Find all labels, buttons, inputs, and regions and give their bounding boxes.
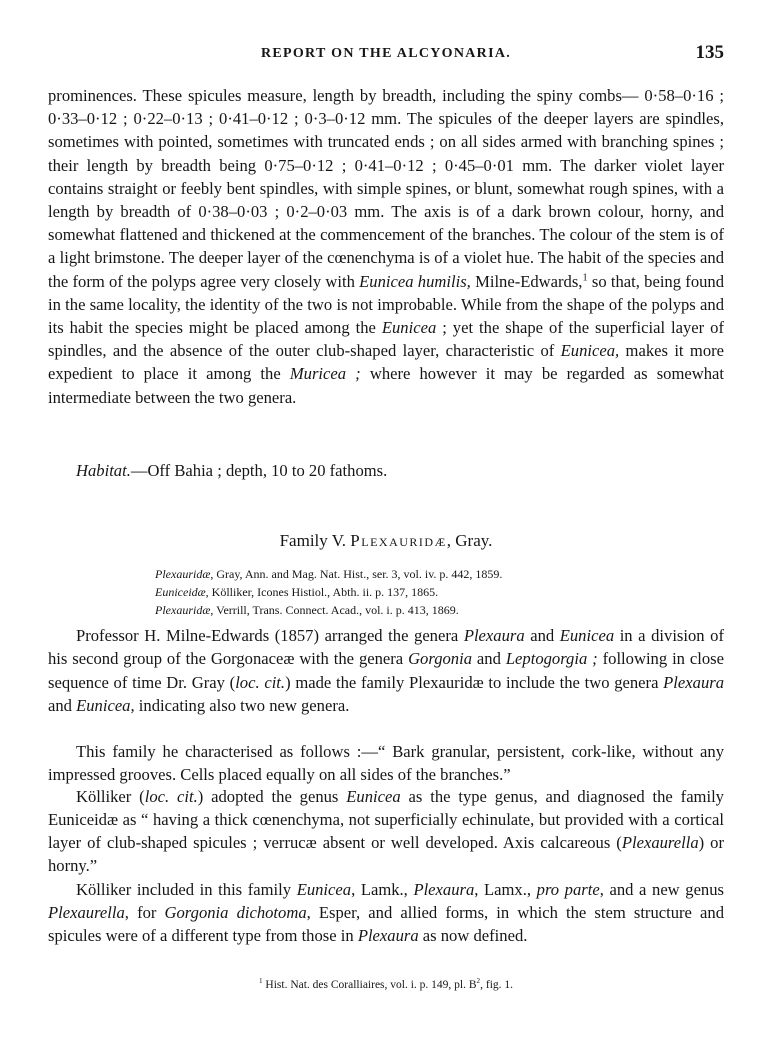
text-span: Professor H. Milne-Edwards (1857) arranged the genera bbox=[76, 626, 464, 645]
synonym-name: Plexauridæ bbox=[155, 567, 211, 581]
family-name: Plexauridæ bbox=[350, 531, 447, 550]
species-name: Eunicea humilis, bbox=[359, 271, 471, 291]
synonym-name: Plexauridæ bbox=[155, 603, 211, 617]
genus-name: Gorgonia bbox=[408, 649, 472, 669]
text-span: Kölliker included in this family bbox=[76, 880, 297, 899]
text-span: ) or horny.” bbox=[48, 833, 724, 875]
text-span: , Esper, and allied forms, in which the stem structure and spicules were of a different type from those in bbox=[48, 903, 724, 945]
genus-name: Plexaura bbox=[463, 626, 525, 645]
family-heading bbox=[48, 530, 724, 552]
family-prefix: Family V. bbox=[279, 531, 351, 550]
citation-abbrev: loc. cit. bbox=[144, 787, 198, 806]
citation-abbrev: loc. cit. bbox=[235, 672, 286, 692]
genus-name: Eunicea bbox=[346, 787, 401, 806]
genus-name: Leptogorgia ; bbox=[505, 649, 598, 669]
text-span: prominences. These spicules measure, length by breadth, including the spiny combs— 0·58–0·16 ; 0·33–0·12 ; 0·22–0·13 ; 0·41–0·12 ; 0·3–0·12 mm. The spicules of the deeper layers are spindles, sometimes with pointed, sometimes with truncated ends ; on all sides armed with branching spines ; their length by breadth being 0·75–0·12 ; 0·41–0·12 ; 0·45–0·01 mm. The darker violet layer contains straight or feebly bent spindles, with simple spines, or blunt, somewhat rough spines, with a length by breadth of 0·38–0·03 ; 0·2–0·03 mm. The axis is of a dark brown colour, horny, and somewhat flattened and thickened at the commencement of the branches. The colour of the stem is of a light brimstone. The deeper layer of the cœnenchyma is of a violet hue. The habit of the species and the form of the polyps agree very closely with bbox=[48, 86, 724, 291]
species-name: Gorgonia dichotoma bbox=[164, 903, 307, 922]
text-span: , Lamx., bbox=[474, 880, 537, 899]
genus-name: Plexaura bbox=[413, 880, 475, 899]
genus-name: Plexaura bbox=[663, 672, 724, 692]
text-span: and bbox=[48, 695, 77, 715]
genus-name: Muricea ; bbox=[289, 364, 361, 384]
footnote-superscript: 2 bbox=[476, 977, 481, 986]
text-span: , Lamk., bbox=[351, 880, 414, 899]
text-span: and bbox=[524, 626, 560, 645]
footnote-reference: 1 bbox=[582, 272, 588, 284]
habitat-line bbox=[48, 459, 724, 482]
family-author: , Gray. bbox=[446, 531, 493, 550]
genus-name: Eunicea bbox=[296, 880, 352, 899]
footnote-text-end: , fig. 1. bbox=[480, 979, 514, 991]
paragraph-spicules-description bbox=[48, 84, 724, 409]
text-span: indicating also two new genera. bbox=[134, 695, 350, 715]
habitat-label: Habitat. bbox=[76, 461, 131, 480]
text-span: ) made the family Plexauridæ to include the two genera bbox=[285, 672, 664, 692]
genus-name: Eunicea bbox=[381, 318, 437, 338]
text-span: ; yet the shape of the superficial layer of spindles, and the absence of the outer club-shaped layer, characteristic of bbox=[48, 318, 724, 361]
footnote-text: Hist. Nat. des Coralliaires, vol. i. p. 149, pl. B bbox=[262, 979, 477, 991]
text-span: as the type genus, and diagnosed the family Euniceidæ as “ having a thick cœnenchyma, not superficially echinulate, but provided with a cortical layer of club-shaped spicules ; verrucæ absent or well developed. Axis calcareous ( bbox=[48, 787, 724, 852]
latin-phrase: pro parte bbox=[536, 880, 600, 899]
running-header bbox=[48, 44, 724, 68]
synonym-name: Euniceidæ bbox=[155, 585, 206, 599]
text-span: makes it more expedient to place it among the bbox=[48, 341, 725, 384]
text-span: , for bbox=[124, 903, 165, 922]
text-span: Milne-Edwards, bbox=[470, 271, 583, 291]
text-span: as now defined. bbox=[418, 926, 528, 945]
synonymy-entry bbox=[155, 601, 715, 619]
synonymy-entry bbox=[155, 583, 715, 601]
text-span: in a division of his second group of the Gorgonaceæ with the genera bbox=[48, 626, 724, 669]
synonym-reference: , Kölliker, Icones Histiol., Abth. ii. p. 137, 1865. bbox=[205, 585, 439, 599]
genus-name: Plexaura bbox=[357, 926, 419, 945]
synonym-reference: , Verrill, Trans. Connect. Acad., vol. i. p. 413, 1869. bbox=[210, 603, 459, 617]
synonymy-entry bbox=[155, 565, 715, 583]
paragraph-family-characters: This family he characterised as follows :—“ Bark granular, persistent, cork-like, without any impressed grooves. Cells placed equally on all sides of the branches.” bbox=[48, 742, 724, 784]
paragraph-milne-edwards bbox=[48, 624, 724, 717]
genus-name: Plexaurella bbox=[621, 833, 699, 852]
footnote-marker: 1 bbox=[258, 977, 263, 986]
text-span: following in close sequence of time Dr. Gray ( bbox=[48, 649, 724, 692]
paragraph-kolliker-diagnosis bbox=[48, 785, 724, 877]
genus-name: Plexaurella bbox=[48, 903, 125, 922]
running-title: REPORT ON THE ALCYONARIA. bbox=[260, 46, 512, 61]
footnote bbox=[48, 977, 724, 993]
text-span: and bbox=[472, 649, 506, 669]
genus-name: Eunicea, bbox=[560, 341, 620, 361]
text-span: , and a new genus bbox=[599, 880, 724, 899]
text-span: so that, being found in the same locality, the identity of the two is not improbable. While from the shape of the polyps and its habit the species might be placed among the bbox=[48, 271, 725, 338]
synonymy-list bbox=[155, 565, 715, 619]
genus-name: Eunicea bbox=[559, 626, 615, 645]
page-number: 135 bbox=[695, 42, 724, 63]
synonym-reference: , Gray, Ann. and Mag. Nat. Hist., ser. 3, vol. iv. p. 442, 1859. bbox=[210, 567, 503, 581]
text-span: Kölliker ( bbox=[76, 787, 145, 806]
paragraph-kolliker-genera bbox=[48, 878, 724, 947]
text-span: ) adopted the genus bbox=[197, 787, 347, 806]
habitat-text: —Off Bahia ; depth, 10 to 20 fathoms. bbox=[130, 461, 388, 480]
genus-name: Eunicea, bbox=[76, 695, 135, 715]
text-span: where however it may be regarded as somewhat intermediate between the two genera. bbox=[48, 364, 725, 407]
